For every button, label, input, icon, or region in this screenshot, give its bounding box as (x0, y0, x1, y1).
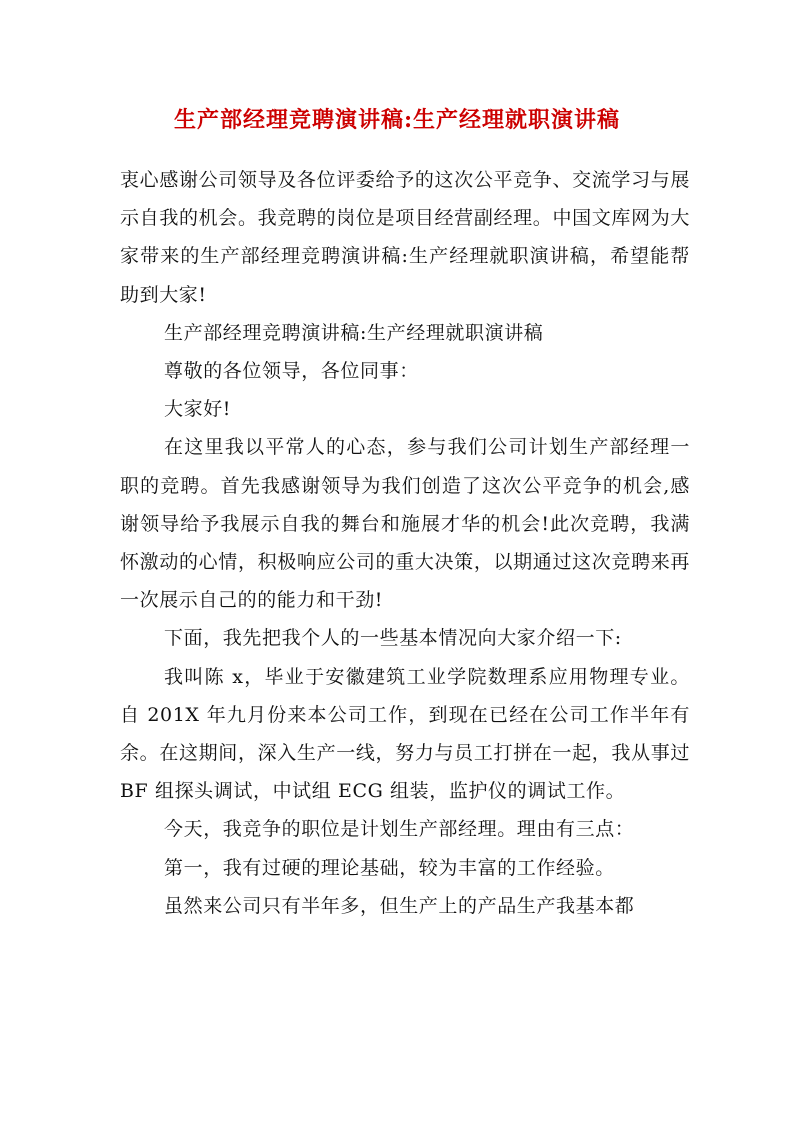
paragraph-intro: 衷心感谢公司领导及各位评委给予的这次公平竞争、交流学习与展示自我的机会。我竞聘的岗位是项目经营副经理。中国文库网为大家带来的生产部经理竞聘演讲稿:生产经理就职演讲稿，希望能帮助到大家! (120, 169, 690, 306)
paragraph-introduction: 下面，我先把我个人的一些基本情况向大家介绍一下: (164, 627, 622, 650)
paragraph-reasons: 今天，我竞争的职位是计划生产部经理。理由有三点： (164, 818, 635, 841)
document-title: 生产部经理竞聘演讲稿:生产经理就职演讲稿 (173, 107, 621, 133)
paragraph-greeting: 大家好! (164, 398, 232, 421)
paragraph-salutation: 尊敬的各位领导，各位同事： (164, 360, 419, 383)
paragraph-experience: 虽然来公司只有半年多，但生产上的产品生产我基本都 (164, 894, 635, 917)
paragraph-subtitle: 生产部经理竞聘演讲稿:生产经理就职演讲稿 (164, 321, 544, 344)
paragraph-first-reason: 第一，我有过硬的理论基础，较为丰富的工作经验。 (164, 856, 615, 879)
paragraph-opening: 在这里我以平常人的心态，参与我们公司计划生产部经理一职的竞聘。首先我感谢领导为我们创造了这次公平竞争的机会,感谢领导给予我展示自我的舞台和施展才华的机会!此次竞聘，我满怀激动的心情，积极响应公司的重大决策，以期通过这次竞聘来再一次展示自己的的能力和干劲! (120, 436, 690, 612)
document-body (120, 161, 690, 925)
paragraph-background: 我叫陈 x，毕业于安徽建筑工业学院数理系应用物理专业。自 201X 年九月份来本公司工作，到现在已经在公司工作半年有余。在这期间，深入生产一线，努力与员工打拼在一起，我从事过 BF 组探头调试，中试组 ECG 组装，监护仪的调试工作。 (120, 665, 690, 803)
